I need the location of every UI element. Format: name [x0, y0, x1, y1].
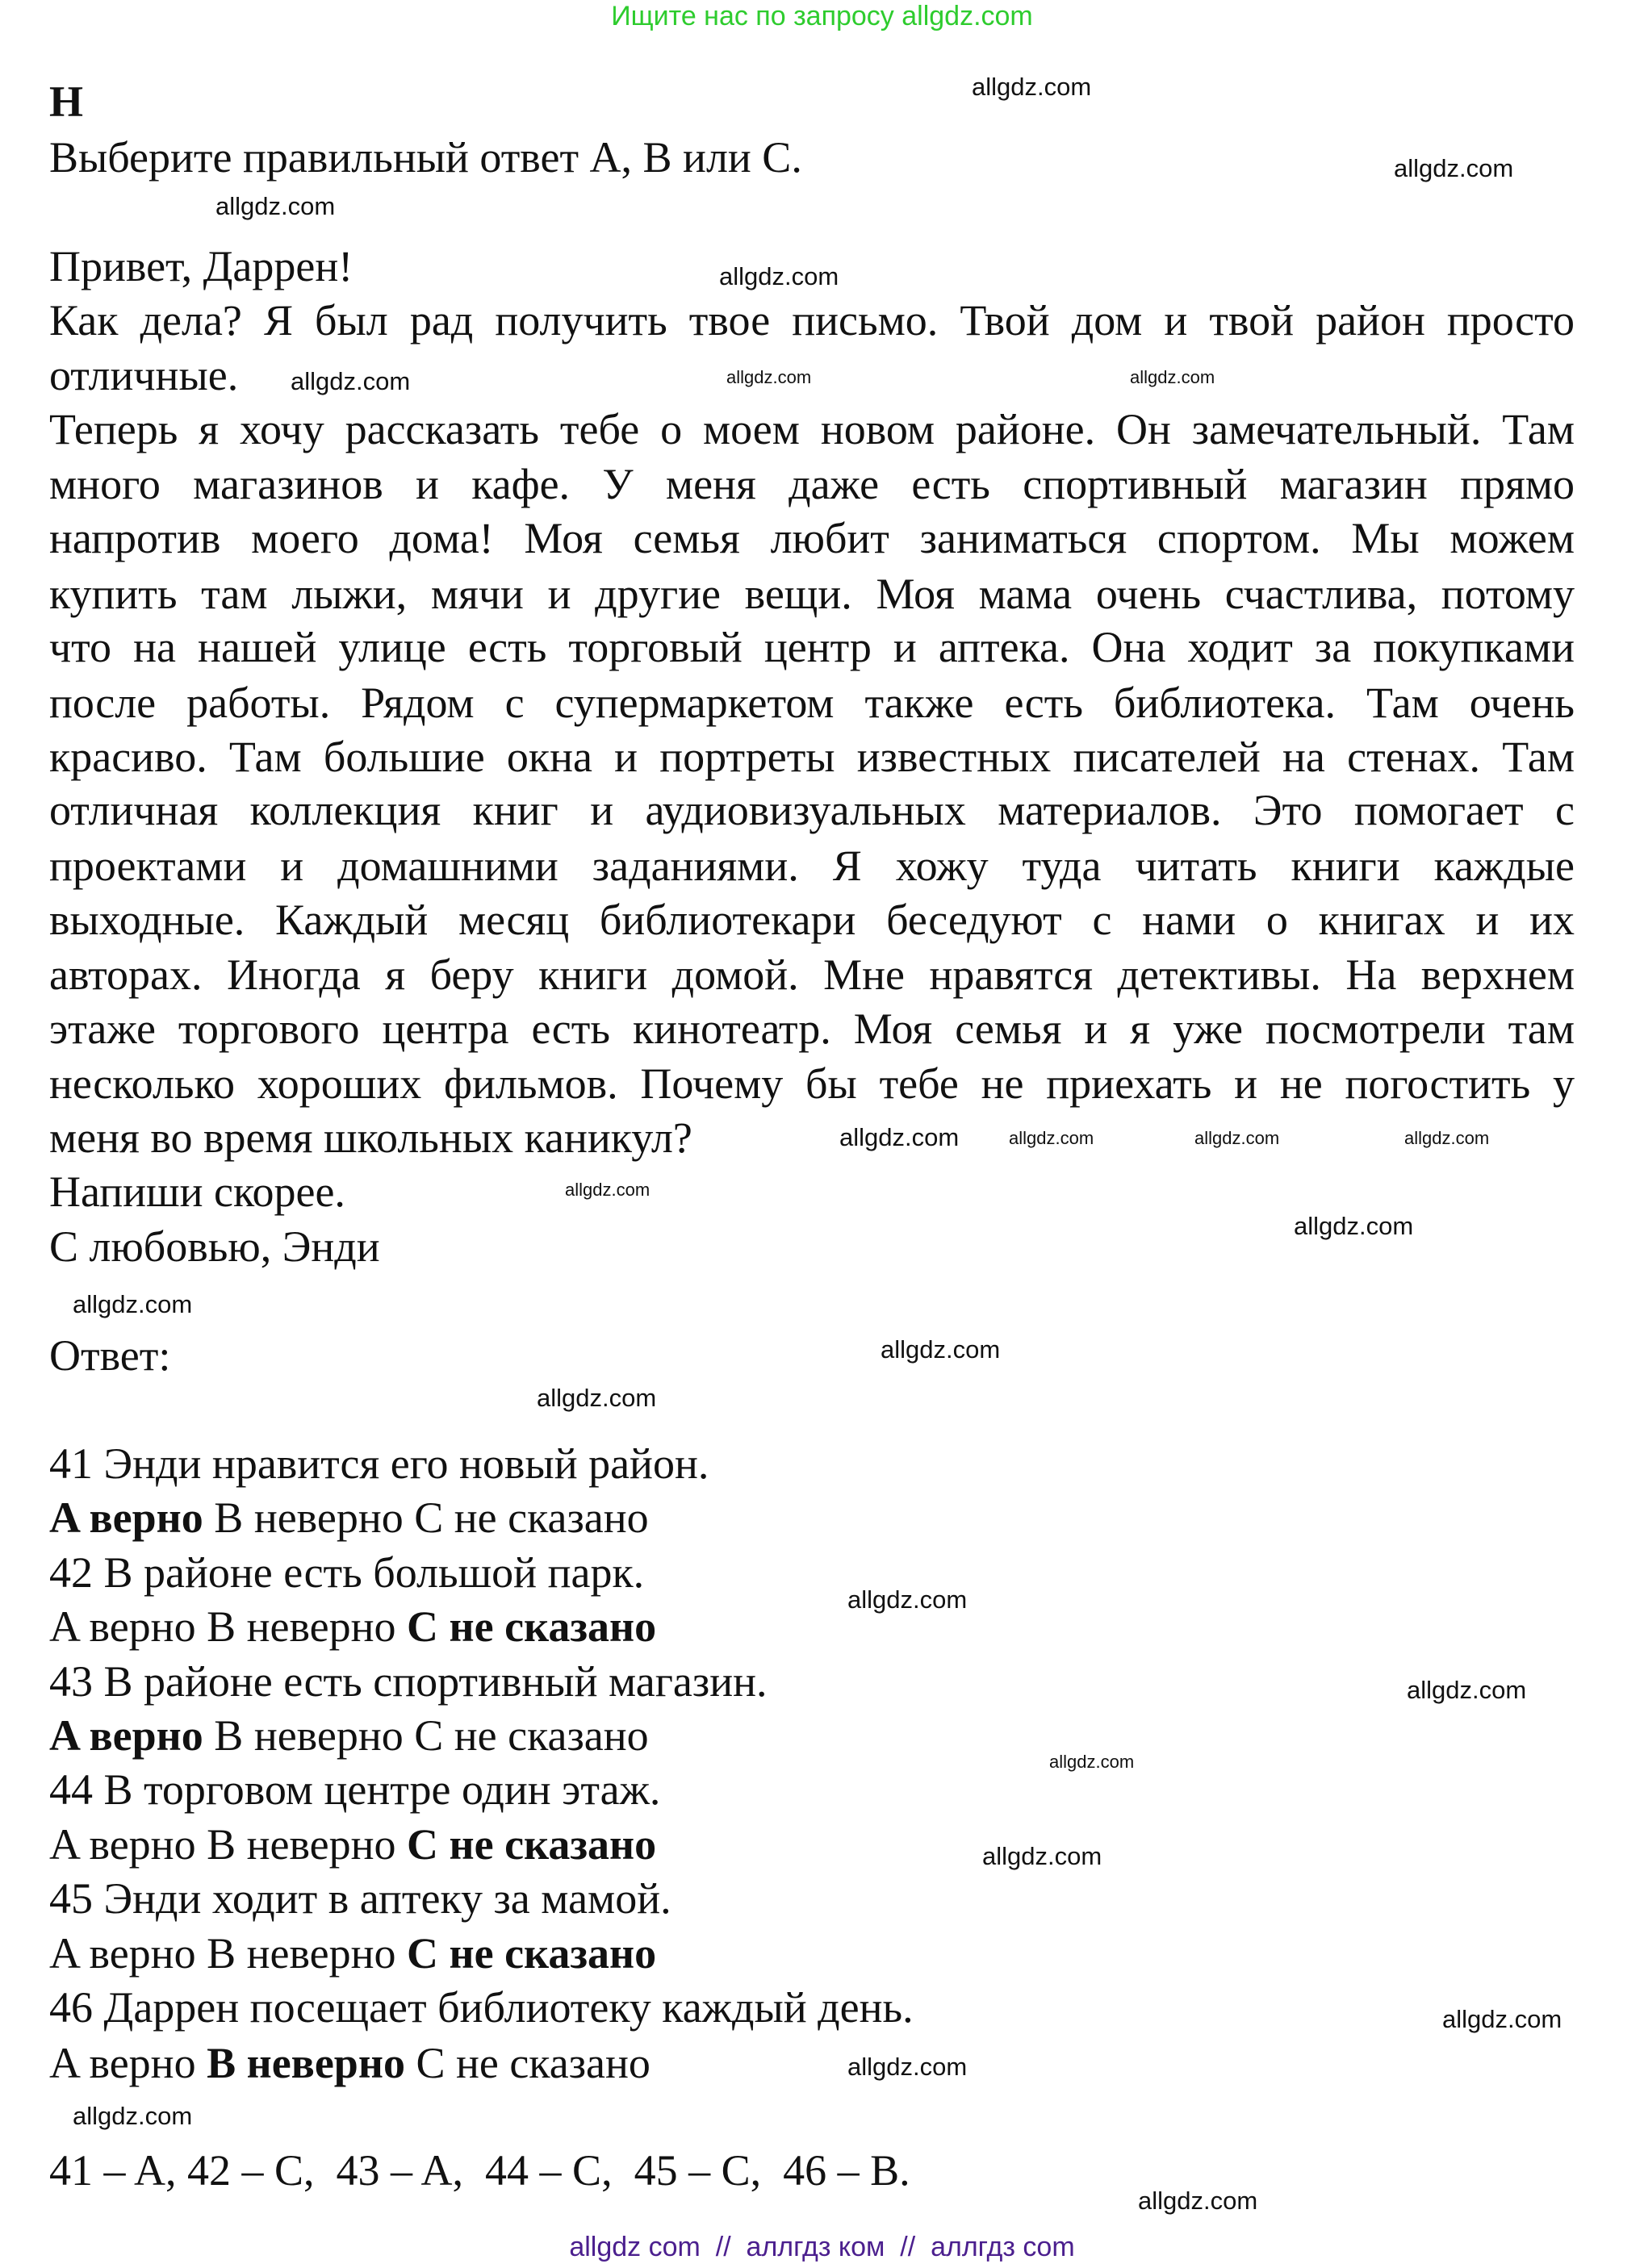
- letter-line: отличные.: [49, 351, 239, 399]
- letter-line: что на нашей улице есть торговый центр и аптека. Она ходит за покупками: [49, 623, 1575, 671]
- options-43: [49, 1710, 649, 1761]
- letter-line: Теперь я хочу рассказать тебе о моем новом районе. Он замечательный. Там: [49, 405, 1575, 453]
- letter-line: выходные. Каждый месяц библиотекари беседуют с нами о книгах и их: [49, 896, 1575, 944]
- header-banner: Ищите нас по запросу allgdz.com: [611, 1, 1033, 31]
- option-b: B неверно: [207, 2039, 405, 2087]
- letter-line: меня во время школьных каникул?: [49, 1113, 692, 1162]
- letter-line: Как дела? Я был рад получить твое письмо. Твой дом и твой район просто: [49, 296, 1575, 345]
- option-c: C не сказано: [414, 1711, 649, 1760]
- watermark: allgdz.com: [291, 367, 411, 395]
- watermark: allgdz.com: [537, 1384, 657, 1412]
- option-b: B неверно: [214, 1711, 404, 1760]
- option-c: C не сказано: [407, 1820, 657, 1869]
- watermark: allgdz.com: [1404, 1128, 1490, 1148]
- option-c: C не сказано: [407, 1602, 657, 1651]
- watermark: allgdz.com: [215, 192, 336, 220]
- question-41: 41 Энди нравится его новый район.: [49, 1439, 709, 1488]
- instruction: Выберите правильный ответ A, B или C.: [49, 133, 802, 182]
- watermark: allgdz.com: [1407, 1676, 1527, 1704]
- option-b: B неверно: [214, 1493, 404, 1542]
- section-letter: H: [49, 77, 84, 126]
- watermark: allgdz.com: [982, 1842, 1102, 1870]
- watermark: allgdz.com: [73, 1290, 193, 1318]
- letter-line: после работы. Рядом с супермаркетом также есть библиотека. Там очень: [49, 679, 1575, 727]
- options-42: [49, 1602, 656, 1652]
- answer-label: Ответ:: [49, 1331, 171, 1380]
- question-44: 44 В торговом центре один этаж.: [49, 1765, 661, 1814]
- letter-line: купить там лыжи, мячи и другие вещи. Моя мама очень счастлива, потому: [49, 570, 1575, 618]
- watermark: allgdz.com: [881, 1335, 1001, 1364]
- option-b: B неверно: [207, 1602, 396, 1651]
- watermark: allgdz.com: [839, 1123, 960, 1151]
- letter-line: авторах. Иногда я беру книги домой. Мне нравятся детективы. На верхнем: [49, 950, 1575, 999]
- question-45: 45 Энди ходит в аптеку за мамой.: [49, 1874, 671, 1923]
- options-46: [49, 2038, 650, 2088]
- letter-line: несколько хороших фильмов. Почему бы тебе не приехать и не погостить у: [49, 1059, 1575, 1108]
- option-a: A верно: [49, 1929, 196, 1978]
- option-a: A верно: [49, 1493, 203, 1542]
- option-c: C не сказано: [407, 1929, 657, 1978]
- letter-line: этаже торгового центра есть кинотеатр. Моя семья и я уже посмотрели там: [49, 1005, 1575, 1053]
- option-c: C не сказано: [414, 1493, 649, 1542]
- watermark: allgdz.com: [972, 73, 1092, 101]
- watermark: allgdz.com: [847, 1585, 968, 1614]
- option-b: B неверно: [207, 1929, 396, 1978]
- watermark: allgdz.com: [726, 367, 812, 387]
- letter-greeting: Привет, Даррен!: [49, 242, 353, 290]
- watermark: allgdz.com: [565, 1180, 650, 1200]
- watermark: allgdz.com: [1049, 1752, 1135, 1772]
- letter-line: отличная коллекция книг и аудиовизуальных материалов. Это помогает с: [49, 786, 1575, 834]
- option-a: A верно: [49, 2039, 196, 2087]
- watermark: allgdz.com: [719, 262, 839, 290]
- watermark: allgdz.com: [1130, 367, 1215, 387]
- letter-closing: Напиши скорее.: [49, 1167, 345, 1216]
- watermark: allgdz.com: [1442, 2005, 1562, 2033]
- final-answer: 41 – A, 42 – C, 43 – A, 44 – C, 45 – C, 46 – B.: [49, 2146, 910, 2195]
- question-46: 46 Даррен посещает библиотеку каждый день.: [49, 1983, 914, 2032]
- letter-line: много магазинов и кафе. У меня даже есть спортивный магазин прямо: [49, 460, 1575, 508]
- letter-signature: С любовью, Энди: [49, 1222, 380, 1271]
- question-43: 43 В районе есть спортивный магазин.: [49, 1657, 768, 1706]
- letter-line: проектами и домашними заданиями. Я хожу туда читать книги каждые: [49, 842, 1575, 890]
- options-45: [49, 1928, 656, 1978]
- watermark: allgdz.com: [1394, 154, 1514, 182]
- option-b: B неверно: [207, 1820, 396, 1869]
- options-41: [49, 1493, 649, 1543]
- letter-line: напротив моего дома! Моя семья любит заниматься спортом. Мы можем: [49, 514, 1575, 562]
- footer-banner: allgdz com // аллгдз ком // аллгдз com: [569, 2232, 1075, 2262]
- watermark: allgdz.com: [847, 2053, 968, 2081]
- watermark: allgdz.com: [1194, 1128, 1280, 1148]
- watermark: allgdz.com: [1294, 1212, 1414, 1240]
- watermark: allgdz.com: [1009, 1128, 1094, 1148]
- letter-line: красиво. Там большие окна и портреты известных писателей на стенах. Там: [49, 733, 1575, 781]
- question-42: 42 В районе есть большой парк.: [49, 1548, 645, 1597]
- watermark: allgdz.com: [1138, 2187, 1258, 2215]
- option-a: A верно: [49, 1602, 196, 1651]
- watermark: allgdz.com: [73, 2102, 193, 2130]
- option-a: A верно: [49, 1711, 203, 1760]
- option-a: A верно: [49, 1820, 196, 1869]
- options-44: [49, 1819, 656, 1869]
- option-c: C не сказано: [416, 2039, 650, 2087]
